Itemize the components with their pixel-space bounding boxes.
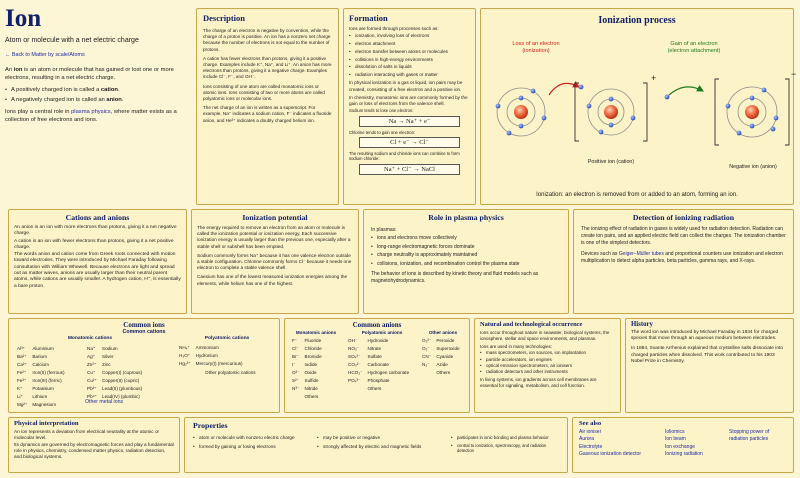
ion-name: Iodide [304, 362, 318, 367]
free-electron [579, 85, 584, 90]
eq-label: Sodium tends to lose one electron: [349, 108, 414, 114]
ion-row [422, 338, 463, 344]
polyatomic-cations [177, 336, 277, 375]
ionization-process-title: Ionization process [598, 15, 676, 26]
intro-paragraph: An ion is an atom or molecule that has gained or lost one or more electrons, resulting in a net electric charge. [5, 67, 174, 81]
ion-row [292, 346, 325, 352]
ion-row [348, 386, 412, 392]
see-also-link[interactable]: Air ioniser [579, 429, 602, 435]
ion-name: Lithium [32, 394, 48, 399]
ion-formula: O²⁻ [292, 370, 300, 375]
ion-row [348, 338, 412, 344]
negative-ion-label: Negative ion (anion) [729, 164, 777, 170]
ion-formula: S²⁻ [292, 378, 300, 383]
ion-formula: HCO₃⁻ [348, 370, 363, 375]
detection-p2: Devices such as Geiger–Müller tubes and proportional counters use ionization and electron multiplication to detect alpha particles, beta particles, gamma rays, and X-rays. [581, 251, 783, 265]
cations-anions-text [14, 225, 181, 290]
ion-row [292, 394, 325, 400]
properties-col-1 [193, 435, 311, 452]
ion-formula: Na⁺ [87, 346, 96, 351]
formation-list [349, 33, 470, 78]
cations-anions-title: Cations and anions [65, 213, 130, 222]
see-also-columns [579, 429, 787, 469]
list-item: • collisions, ionization, and recombination control the plasma state [371, 261, 561, 268]
ion-row [179, 361, 246, 367]
electron [599, 130, 604, 135]
common-cations-title: Common cations [122, 329, 166, 335]
ion-row [17, 394, 68, 400]
intro-bullets [5, 86, 191, 104]
ion-row [87, 362, 145, 368]
ion-row [348, 362, 412, 368]
monatomic-cations-title: Monatomic cations [67, 336, 113, 341]
electron [496, 104, 501, 109]
ion-name: Magnesium [32, 402, 57, 407]
plus-sign: + [651, 73, 657, 83]
other-anions-title: Other anions [428, 330, 458, 335]
list-item: • long-range electromagnetic forces dominate [371, 244, 561, 251]
ion-name: Others [436, 370, 451, 375]
positive-ion-label: Positive ion (cation) [587, 159, 635, 165]
cations-paragraph: A cation is an ion with fewer electrons than protons, giving it a net positive charge. [14, 238, 174, 250]
physical-p2: Its dynamics are governed by electromagnetic forces and play a fundamental role in physics, chemistry, condensed matter physics, radiation detection, and biological systems. [14, 442, 174, 459]
monatomic-anions-table [290, 336, 327, 402]
plasma-physics-link[interactable]: plasma physics [71, 108, 111, 115]
ionization-potential-title: Ionization potential [242, 213, 308, 222]
loss-label-text: Loss of an electron [512, 41, 560, 47]
ion-name: Sulfide [304, 378, 319, 383]
ion-formula: Ag⁺ [87, 354, 96, 359]
electron [531, 89, 536, 94]
electron [507, 131, 512, 136]
list-item: • charge neutrality is approximately maintained [371, 252, 561, 259]
electron [774, 116, 779, 121]
description-paragraph: The charge of an electron is negative by convention, while the charge of a proton is positive. An ion has a nonzero net charge because the number of electrons is not equal to the number of protons. [203, 28, 331, 52]
see-also-link[interactable]: Gaseous ionization detector [579, 451, 641, 458]
ion-formula: K⁺ [17, 386, 23, 391]
ion-row [348, 354, 412, 360]
formation-panel [343, 8, 476, 205]
eq-label: Chlorine tends to gain one electron: [349, 129, 416, 135]
monatomic-anions-title: Monatomic anions [295, 330, 337, 335]
see-also-link[interactable]: Ionizing radiation [665, 451, 703, 458]
ion-formula: CN⁻ [422, 354, 432, 359]
electron [771, 127, 776, 132]
natural-list [480, 350, 615, 375]
ion-formula: Cu⁺ [87, 370, 96, 375]
formation-p2: In chemistry, monatomic ions are commonly formed by the gain or loss of electrons from the valence shell. [349, 94, 468, 106]
history-p1: The word ion was introduced by Michael Faraday in 1834 for charged species that move through an aqueous medium between electrodes. [631, 330, 779, 342]
list-item: • electron transfer between atoms or molecules [349, 49, 470, 55]
ion-formula: Fe³⁺ [17, 378, 27, 383]
ion-name: Zinc [102, 362, 111, 367]
plasma-list [371, 235, 561, 268]
gain-arrow [669, 87, 703, 95]
ion-name: Mercury(I) (mercurous) [195, 361, 243, 366]
ion-name: Superoxide [436, 346, 460, 351]
nucleus [514, 105, 528, 119]
properties-title: Properties [193, 421, 228, 430]
see-also-link[interactable]: Ion beam [665, 436, 686, 443]
properties-col-2 [317, 435, 445, 452]
electron [631, 116, 636, 121]
list-item: • participates in ionic bonding and plasma behavior [451, 435, 561, 441]
list-item: • ionization, involving loss of electrons [349, 33, 470, 39]
detection-panel [573, 209, 794, 314]
ion-name: Nitride [304, 386, 318, 391]
electron [750, 124, 755, 129]
other-metal-ions-link[interactable]: Other metal ions [85, 399, 124, 405]
see-also-panel [572, 417, 794, 473]
ion-name: Fluoride [304, 338, 322, 343]
list-item: • may be positive or negative [317, 435, 445, 441]
see-also-link[interactable]: Ioliomics [665, 429, 685, 435]
ion-formula: Fe²⁺ [17, 370, 27, 375]
ion-row [179, 345, 246, 351]
ion-name: Lead(II) (plumbous) [102, 386, 143, 391]
ion-name: Azide [436, 362, 448, 367]
ion-name: Carbonate [367, 362, 389, 367]
ion-row [17, 378, 68, 384]
equation-chlorine: Cl + e⁻ → Cl⁻ [359, 137, 460, 148]
equation-sodium: Na → Na⁺ + e⁻ [359, 116, 460, 127]
ion-row [348, 346, 412, 352]
page-title: Ion [5, 5, 42, 32]
physical-panel [8, 417, 180, 473]
other-anions-table [420, 336, 465, 378]
ionization-potential-panel [191, 209, 359, 314]
ion-name: Bromide [304, 354, 322, 359]
ion-formula: PO₄³⁻ [348, 378, 361, 383]
ion-name: Cyanide [436, 354, 454, 359]
ion-name: Sodium [102, 346, 118, 351]
list-item: • strongly affected by electric and magnetic fields [317, 444, 445, 450]
ion-formula: Mg²⁺ [17, 402, 28, 407]
natural-p3: In living systems, ion gradients across cell membranes are essential for signaling, metabolism, and cell function. [480, 377, 597, 388]
list-item: • collisions in high-energy environments [349, 57, 470, 63]
nucleus [604, 105, 618, 119]
anions-grid [290, 330, 464, 410]
ionization-potential-text [197, 225, 353, 287]
electron [519, 96, 524, 101]
ion-formula: Pb⁴⁺ [87, 394, 98, 399]
ion-formula: Zn²⁺ [87, 362, 97, 367]
description-paragraph: Ions consisting of one atom are called monatomic ions or atomic ions. Ions consisting of two or more atoms are called polyatomic ions or molecular ions. [203, 83, 325, 102]
bullet-anion: • A negatively charged ion is called an anion. [5, 96, 191, 104]
potential-paragraph: Caesium has one of the lowest measured ionization energies among the elements, while helium has one of the highest. [197, 274, 348, 286]
ion-row [292, 362, 325, 368]
ion-formula: Br⁻ [292, 354, 300, 359]
ion-formula [292, 394, 303, 400]
description-title: Description [203, 13, 246, 23]
ion-name: Hydrogen carbonate [367, 370, 410, 375]
list-item: • optical emission spectrometers, air ionisers [480, 363, 615, 369]
electron [609, 97, 614, 102]
history-p2: In 1884, Svante Arrhenius explained that crystalline salts dissociate into charged particles when dissolved. This work contributed to his 1903 Nobel Prize in Chemistry. [631, 346, 783, 364]
description-panel [196, 8, 339, 205]
ion-name: Hydroxide [367, 338, 389, 343]
common-ions-title: Common ions [123, 321, 165, 329]
back-link[interactable]: ← Back to Matter by scale/Atoms [5, 52, 85, 58]
ionization-caption: Ionization: an electron is removed from or added to an atom, forming an ion. [536, 192, 738, 198]
see-also-link[interactable]: Aurora [579, 436, 595, 443]
list-item: • ions and electrons move collectively [371, 235, 561, 242]
ion-formula: I⁻ [292, 362, 296, 367]
electron [587, 104, 592, 109]
ion-formula: OH⁻ [348, 338, 358, 343]
positive-ion [575, 83, 647, 141]
loss-label-sub: (ionization) [522, 48, 550, 54]
ion-formula: Ca²⁺ [17, 362, 27, 367]
ion-row [348, 378, 412, 384]
minus-sign: − [791, 69, 797, 79]
ion-name: Chloride [304, 346, 322, 351]
ion-row [292, 354, 325, 360]
ion-name: Sulfate [367, 354, 382, 359]
description-text [203, 28, 332, 124]
equation-nacl: Na⁺ + Cl⁻ → NaCl [359, 164, 460, 175]
ion-name: Oxide [304, 370, 317, 375]
detection-p1: The ionizing effect of radiation in gases is widely used for radiation detection. Radiation can create ion pairs, and an applied electric field can collect the charges. The ionization chamber is one of the simplest detectors. [581, 226, 786, 246]
ion-row [292, 386, 325, 392]
history-title: History [631, 321, 653, 328]
ion-row [17, 386, 68, 392]
ion-row [87, 354, 145, 360]
polyatomic-anions-table [346, 336, 414, 394]
polyatomic-anions-title: Polyatomic anions [361, 330, 403, 335]
ion-formula: SO₄²⁻ [348, 354, 361, 359]
list-item: • mass spectrometers, ion sources, ion implantation [480, 350, 615, 356]
ion-row [292, 378, 325, 384]
electron [609, 123, 614, 128]
gain-label [644, 41, 744, 55]
see-also-col-3 [729, 429, 789, 444]
natural-panel [474, 318, 621, 413]
ion-name: Iron(III) (ferric) [32, 378, 62, 383]
intro-section [5, 5, 191, 205]
detection-title: Detection of ionizing radiation [632, 213, 735, 222]
formation-title: Formation [349, 13, 388, 23]
electron [737, 131, 742, 136]
properties-panel [184, 417, 568, 473]
ion-row [87, 370, 145, 376]
ion-formula: H₃O⁺ [179, 353, 191, 358]
ionization-process-panel [480, 8, 797, 205]
description-paragraph: The net charge of an ion is written as a superscript. For example, Na⁺ indicates a sodium cation, F⁻ indicates a fluoride anion, and He²⁺ indicates a doubly charged helium ion. [203, 105, 332, 123]
ion-row [17, 370, 68, 376]
monatomic-cations [15, 336, 165, 407]
ion-name: Peroxide [436, 338, 455, 343]
ion-name: Lead(IV) (plumbic) [102, 394, 140, 399]
ion-formula: Pb²⁺ [87, 386, 97, 391]
history-panel [625, 318, 794, 413]
ion-formula: NH₄⁺ [179, 345, 190, 350]
see-also-col-1 [579, 429, 661, 459]
polyatomic-cations-title: Polyatomic cations [204, 336, 250, 341]
ion-name: Phosphate [367, 378, 390, 383]
ion-name: Hydronium [195, 353, 218, 358]
monatomic-anions [290, 330, 342, 402]
list-item: • central to ionization, spectroscopy, and radiation detection [451, 443, 561, 454]
ion-row [179, 353, 246, 359]
ion-formula [348, 386, 366, 392]
geiger-muller-link[interactable]: Geiger–Müller tubes [618, 251, 664, 258]
see-also-link[interactable]: Electrolyte [579, 443, 603, 450]
ion-row [422, 346, 463, 352]
list-item: • radiation interacting with gases or matter [349, 72, 470, 78]
ion-formula: Cl⁻ [292, 346, 299, 351]
ion-name: Others [304, 394, 319, 399]
see-also-title: See also [579, 420, 602, 427]
natural-p1: Ions occur throughout nature in seawater, biological systems, the ionosphere, stellar and space environments, and plasmas. [480, 330, 610, 341]
ion-row [87, 378, 145, 384]
loss-label [491, 41, 581, 55]
monatomic-cations-table-b [85, 344, 147, 402]
see-also-link[interactable]: Ion exchange [665, 443, 696, 450]
common-ions-panel [8, 318, 280, 413]
natural-p2: Ions are used in many technologies: [480, 343, 553, 349]
gain-label-sub: (electron attachment) [667, 48, 721, 54]
properties-col-3 [451, 435, 561, 455]
intro-outro: Ions play a central role in plasma physics, where matter exists as a collection of free electrons and ions. [5, 108, 177, 123]
ion-row [87, 346, 145, 352]
ion-name: Potassium [32, 386, 54, 391]
physical-p1: An ion represents a deviation from electrical neutrality at the atomic or molecular level. [14, 429, 160, 440]
physical-title: Physical interpretation [14, 420, 79, 427]
ion-formula: Li⁺ [17, 394, 24, 399]
ion-row [422, 370, 463, 376]
cations-grid [15, 336, 273, 411]
list-item: • atom or molecule with nonzero electric charge [193, 435, 311, 441]
cations-paragraph: The words anion and cation come from Greek roots connected with motion toward electrodes. They were introduced by Michael Faraday following consultation with William Whewell. Because electrons are light and spread out as matter waves, anions are usually larger than their neutral parent atoms, while cations are usually smaller. A hydrogen cation, H⁺, is essentially a bare proton. [14, 252, 181, 289]
nucleus [745, 105, 759, 119]
cations-paragraph: An anion is an ion with more electrons than protons, giving it a net negative charge. [14, 225, 177, 237]
potential-paragraph: Sodium commonly forms Na⁺ because it has one valence electron outside a stable configuration. Chlorine commonly forms Cl⁻ because it needs one electron to complete a stable valence shell. [197, 252, 352, 271]
formation-p1: In physical ionization in a gas or liquid, ion pairs may be created, consisting of a free electron and a positive ion. [349, 80, 463, 92]
ion-row [292, 338, 325, 344]
neutral-atom [496, 88, 547, 136]
ion-formula: Hg₂²⁺ [179, 361, 191, 366]
ion-formula: O₂⁻ [422, 346, 430, 351]
ion-formula: O₂²⁻ [422, 338, 432, 343]
see-also-col-2 [665, 429, 725, 459]
electron [762, 88, 767, 93]
electron [750, 96, 755, 101]
formation-intro: Ions are formed through processes such as: [349, 26, 439, 31]
ion-formula: CO₃²⁻ [348, 362, 361, 367]
ion-name: Aluminium [32, 346, 54, 351]
natural-title: Natural and technological occurrence [480, 321, 583, 328]
gain-label-text: Gain of an electron [670, 41, 718, 47]
cations-anions-panel [8, 209, 187, 314]
ion-formula: Cu²⁺ [87, 378, 97, 383]
ion-name: Copper(I) (cuprous) [102, 370, 143, 375]
ion-name: Nitrate [367, 346, 382, 351]
ion-row [17, 354, 68, 360]
ion-formula: N₃⁻ [422, 362, 430, 367]
ion-row [422, 362, 463, 368]
ion-formula: N³⁻ [292, 386, 300, 391]
ion-name: Calcium [32, 362, 49, 367]
monatomic-cations-table-a [15, 344, 70, 410]
plasma-title: Role in plasma physics [428, 213, 504, 222]
electron [726, 104, 731, 109]
ion-name: Copper(II) (cupric) [102, 378, 140, 383]
ion-formula: NO₃⁻ [348, 346, 360, 351]
ion-row [422, 354, 463, 360]
common-anions-panel [284, 318, 470, 413]
ion-row [17, 402, 68, 408]
ion-name: Iron(II) (ferrous) [32, 370, 65, 375]
other-polyatomic-cations: Other polyatomic cations [205, 370, 256, 375]
ion-name: Ammonium [195, 345, 219, 350]
eq-label: The resulting sodium and chloride ions can combine to form sodium chloride: [349, 151, 460, 162]
ion-row [17, 362, 68, 368]
ion-row [87, 386, 145, 392]
plasma-outro: The behavior of ions is described by kinetic theory and fluid models such as magnetohydrodynamics. [371, 270, 539, 284]
bullet-cation: • A positively charged ion is called a cation. [5, 86, 191, 94]
incoming-electron [665, 95, 670, 100]
ion-formula: Ba²⁺ [17, 354, 27, 359]
loss-arrow [549, 83, 579, 95]
plasma-panel [363, 209, 569, 314]
ion-formula: Al³⁺ [17, 346, 26, 351]
other-anions [420, 330, 466, 378]
ion-name: Others [367, 386, 382, 391]
ion-row [17, 346, 68, 352]
electron [542, 116, 547, 121]
ion-name: Barium [32, 354, 47, 359]
properties-columns [193, 435, 559, 469]
ion-name: Silver [102, 354, 114, 359]
electron [519, 124, 524, 129]
polyatomic-cations-table [177, 343, 248, 369]
ion-formula: F⁻ [292, 338, 298, 343]
list-item: • dissolution of salts in liquids [349, 64, 470, 70]
ion-row [292, 370, 325, 376]
list-item: • radiation detectors and other instruments [480, 369, 615, 375]
ion-row [348, 370, 412, 376]
description-paragraph: A cation has fewer electrons than protons, giving it a positive charge. Examples include K⁺, Na⁺, and Li⁺. An anion has more electrons than protons, giving it a negative charge. Examples include Cl⁻, F⁻, and OH⁻. [203, 55, 332, 80]
list-item: • particle accelerators, ion engines [480, 357, 615, 363]
potential-paragraph: The energy required to remove an electron from an atom or molecule is called the ionization potential or ionization energy. Each successive ionization energy is usually larger than the previous one, especially after a stable shell or subshell has been emptied. [197, 225, 351, 249]
see-also-link[interactable]: Stopping power of radiation particles [729, 429, 770, 443]
negative-ion [715, 79, 789, 145]
list-item: • electron attachment [349, 41, 470, 47]
page-subtitle: Atom or molecule with a net electric charge [5, 37, 139, 44]
ion-formula [422, 370, 434, 376]
polyatomic-anions [346, 330, 418, 394]
list-item: • formed by gaining or losing electrons [193, 444, 311, 450]
plasma-intro: In plasmas: [371, 227, 397, 233]
common-anions-title: Common anions [352, 321, 402, 329]
